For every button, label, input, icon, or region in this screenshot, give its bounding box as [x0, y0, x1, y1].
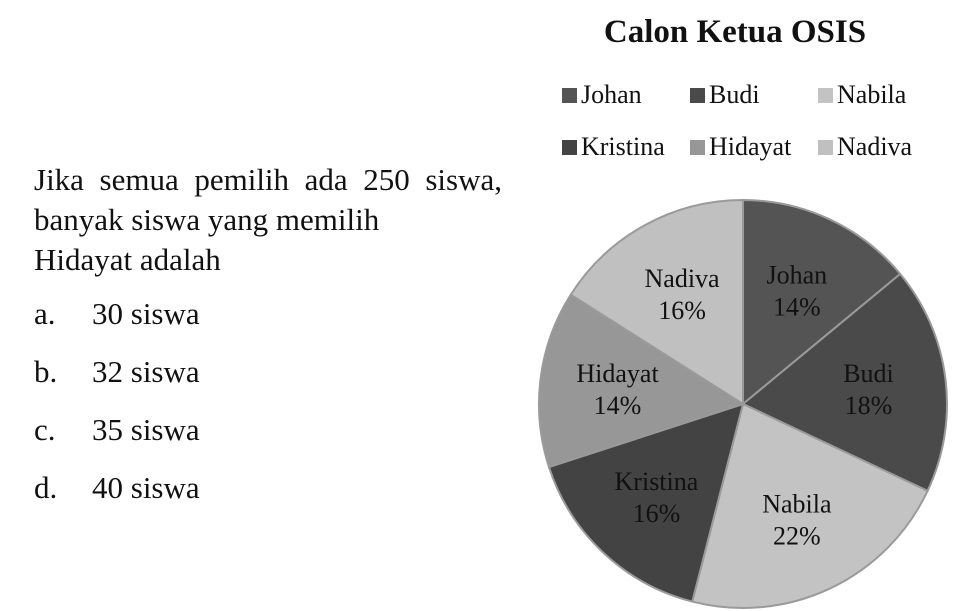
question-line-3: Hidayat adalah: [34, 242, 221, 277]
question-line-2: banyak siswa yang memilih: [34, 202, 380, 237]
slice-category-label: Budi: [843, 359, 894, 389]
legend-label: Hidayat: [709, 132, 792, 161]
slice-category-label: Nadiva: [644, 264, 720, 294]
option-letter: d.: [34, 470, 58, 505]
option-text: 35 siswa: [92, 412, 200, 447]
slice-value-label: 22%: [773, 521, 821, 551]
option-letter: a.: [34, 296, 56, 331]
question-line-1: Jika semua pemilih ada 250 siswa,: [34, 162, 502, 197]
slice-category-label: Kristina: [614, 467, 699, 497]
option-text: 30 siswa: [92, 296, 200, 331]
slice-value-label: 14%: [593, 391, 642, 421]
slice-value-label: 14%: [773, 292, 821, 322]
legend-label: Nabila: [837, 80, 907, 109]
option-letter: b.: [34, 354, 58, 389]
legend-label: Johan: [581, 80, 642, 109]
slice-category-label: Johan: [766, 260, 828, 290]
slice-value-label: 16%: [658, 296, 706, 326]
slice-value-label: 16%: [632, 499, 681, 529]
slice-value-label: 18%: [844, 391, 893, 421]
chart-title: Calon Ketua OSIS: [603, 14, 867, 50]
slice-category-label: Hidayat: [576, 359, 659, 389]
legend-label: Nadiva: [837, 132, 913, 161]
legend-label: Budi: [709, 80, 760, 109]
option-letter: c.: [34, 412, 56, 447]
option-text: 40 siswa: [92, 470, 200, 505]
slice-category-label: Nabila: [762, 489, 832, 519]
option-text: 32 siswa: [92, 354, 200, 389]
legend-label: Kristina: [581, 132, 665, 161]
